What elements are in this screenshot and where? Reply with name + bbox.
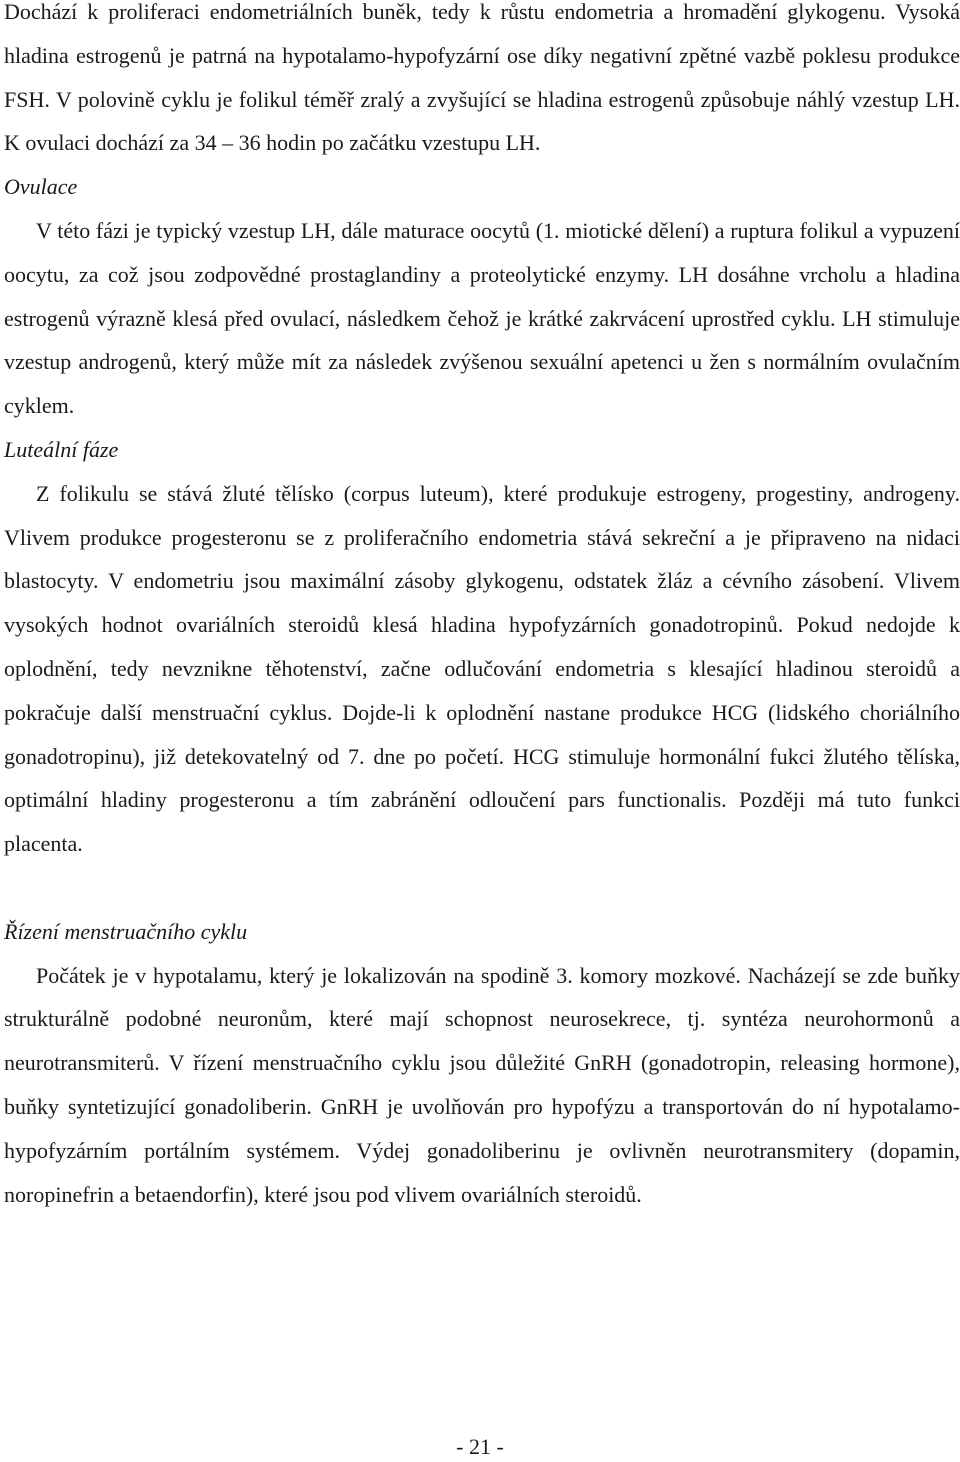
paragraph-ovulation: V této fázi je typický vzestup LH, dále maturace oocytů (1. miotické dělení) a ruptura folikul a vypuzení oocytu, za což jsou zodpovědné prostaglandiny a proteolytické enzymy. LH dosáhne vrcholu a hladina estrogenů výrazně klesá před ovulací, následkem čehož je krátké zakrvácení uprostřed cyklu. LH stimuluje vzestup androgenů, který může mít za následek zvýšenou sexuální apetenci u žen s normálním ovulačním cyklem. — [4, 217, 960, 419]
paragraph-proliferative-phase: Dochází k proliferaci endometriálních buněk, tedy k růstu endometria a hromadění glykogenu. Vysoká hladina estrogenů je patrná na hypotalamo-hypofyzární ose díky negativní zpětné vazbě poklesu produkce FSH. V polovině cyklu je folikul téměř zralý a zvyšující se hladina estrogenů způsobuje náhlý vzestup LH. K ovulaci dochází za 34 – 36 hodin po začátku vzestupu LH. — [4, 0, 960, 156]
section-spacer — [4, 866, 960, 910]
heading-luteal-phase: Luteální fáze — [4, 436, 119, 462]
page-number: - 21 - — [456, 1434, 504, 1459]
paragraph-cycle-regulation: Počátek je v hypotalamu, který je lokalizován na spodině 3. komory mozkové. Nacházejí se zde buňky strukturálně podobné neuronům, které mají schopnost neurosekrece, tj. syntéza neurohormonů a neurotransmiterů. V řízení menstruačního cyklu jsou důležité GnRH (gonadotropin, releasing hormone), buňky syntetizující gonadoliberin. GnRH je uvolňován pro hypofýzu a transportován do ní hypotalamo-hypofyzárním portálním systémem. Výdej gonadoliberinu je ovlivněn neurotransmitery (dopamin, noropinefrin a betaendorfin), které jsou pod vlivem ovariálních steroidů. — [4, 962, 960, 1207]
heading-ovulation: Ovulace — [4, 174, 78, 200]
document-body — [4, 0, 960, 1216]
heading-cycle-regulation: Řízení menstruačního cyklu — [4, 918, 248, 944]
paragraph-luteal-phase: Z folikulu se stává žluté tělísko (corpus luteum), které produkuje estrogeny, progestiny, androgeny. Vlivem produkce progesteronu se z proliferačního endometria stává sekreční a je připraveno na nidaci blastocyty. V endometriu jsou maximální zásoby glykogenu, odstatek žláz a cévního zásobení. Vlivem vysokých hodnot ovariálních steroidů klesá hladina hypofyzárních gonadotropinů. Pokud nedojde k oplodnění, tedy nevznikne těhotenství, začne odlučování endometria s klesající hladinou steroidů a pokračuje další menstruační cyklus. Dojde-li k oplodnění nastane produkce HCG (lidského choriálního gonadotropinu), již detekovatelný od 7. dne po početí. HCG stimuluje hormonální fukci žlutého tělíska, optimální hladiny progesteronu a tím zabránění odloučení pars functionalis. Později má tuto funkci placenta. — [4, 480, 960, 857]
